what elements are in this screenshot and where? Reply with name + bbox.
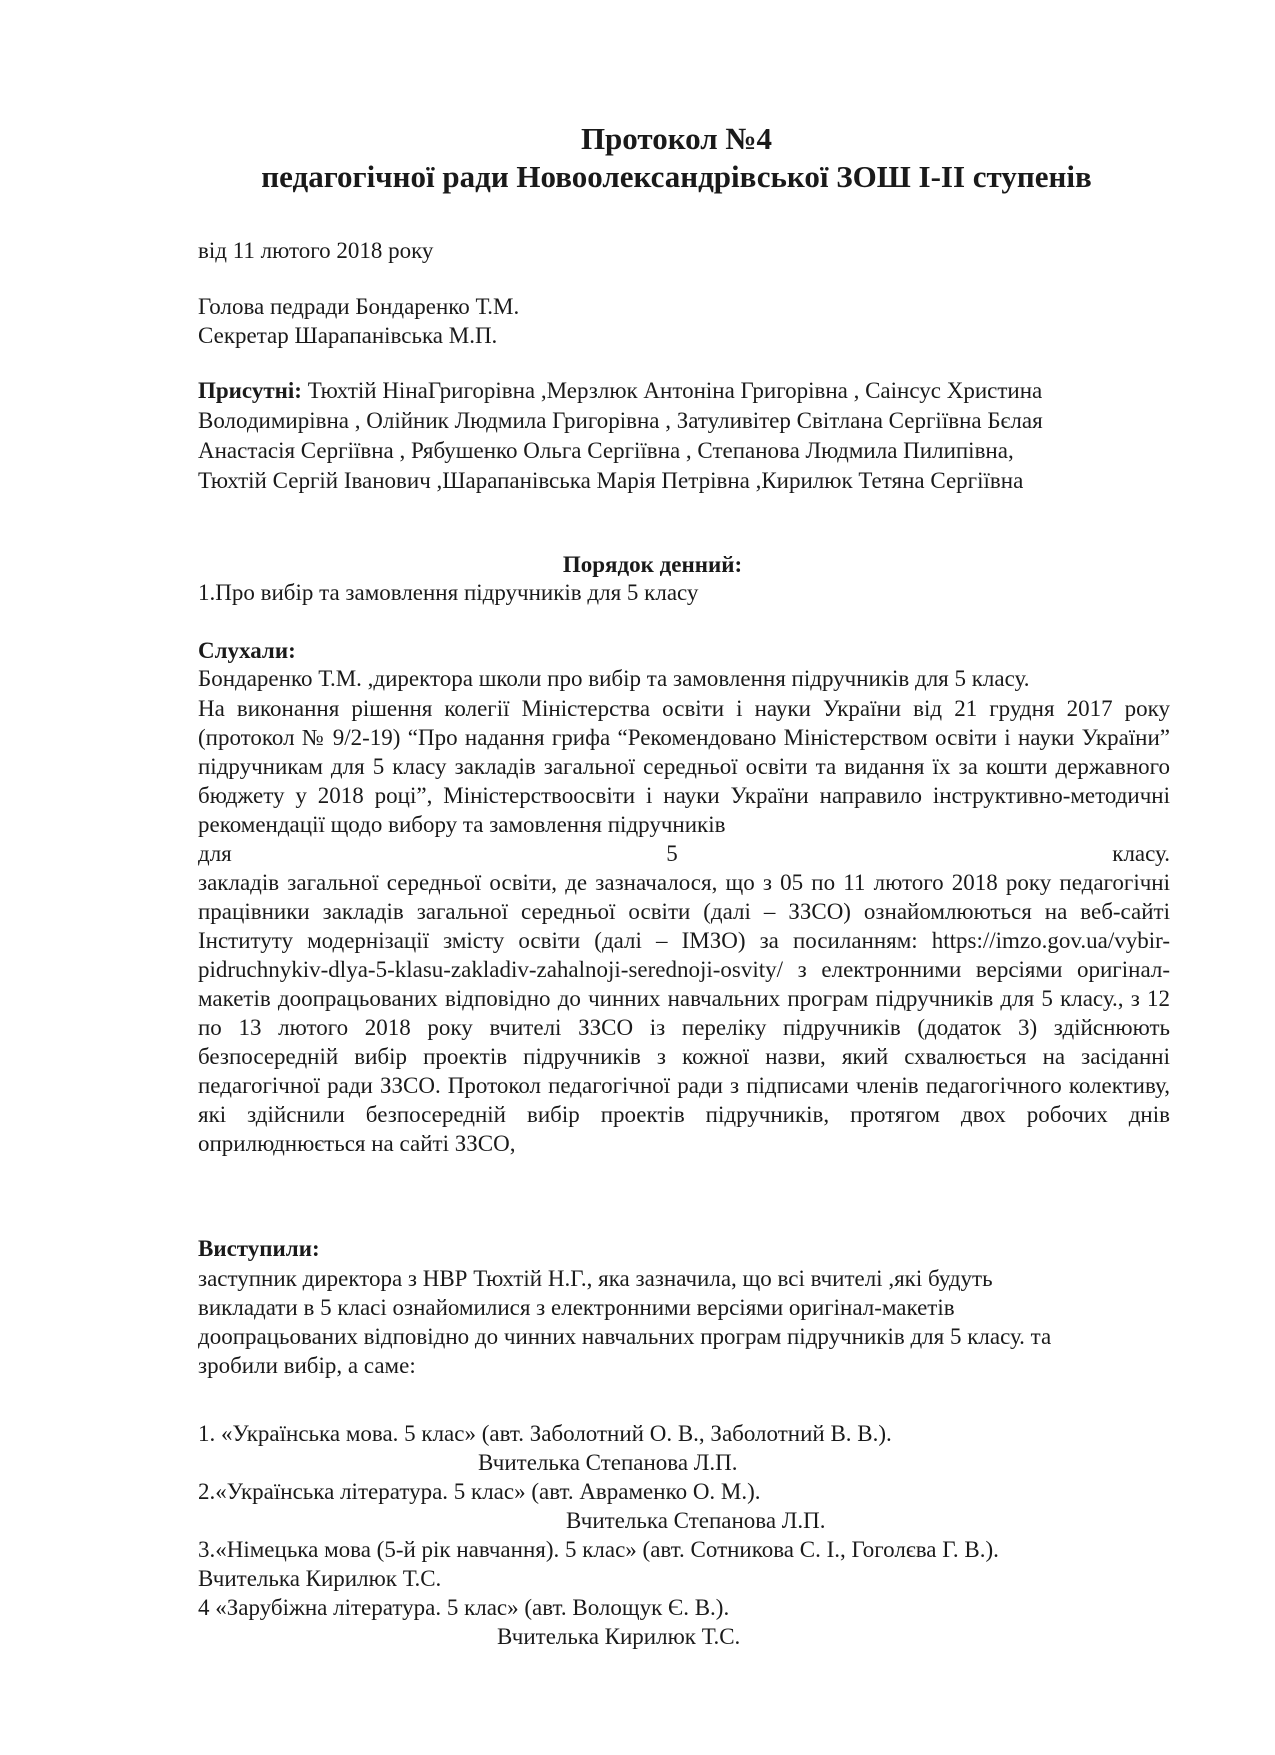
present-line: Тюхтій НінаГригорівна ,Мерзлюк Антоніна Григорівна , Саінсус Христина (301, 378, 1043, 403)
spoke-line: викладати в 5 класі ознайомилися з електронними версіями оригінал-макетів (198, 1295, 955, 1320)
agenda-heading: Порядок денний: (562, 552, 743, 577)
protocol-date: від 11 лютого 2018 року (198, 238, 434, 263)
gap-mid: 5 (666, 841, 678, 866)
choice-teacher: Вчителька Кирилюк Т.С. (198, 1566, 442, 1591)
protocol-title: Протокол №4 (580, 121, 773, 156)
title-block (0, 120, 1275, 196)
heard-body-part1: На виконання рішення колегії Міністерства освіти і науки України від 21 грудня 2017 року (протокол № 9/2-19) “Про надання грифа “Рекомендовано Міністерством освіти і науки України” підручникам для 5 класу закладів загальної середньої освіти та видання їх за кошти державного бюджету у 2018 році”, Міністерствоосвіти і науки України направило інструктивно-методичні рекомендації щодо вибору та замовлення підручників (198, 696, 1170, 837)
choice-book: 3.«Німецька мова (5-й рік навчання). 5 клас» (авт. Сотникова С. І., Гоголєва Г. В.). (198, 1537, 999, 1562)
heard-intro: Бондаренко Т.М. ,директора школи про вибір та замовлення підручників для 5 класу. (198, 666, 1030, 691)
choice-teacher: Вчителька Кирилюк Т.С. (497, 1624, 741, 1649)
spoke-line: доопрацьованих відповідно до чинних навчальних програм підручників для 5 класу. та (198, 1324, 1052, 1349)
heard-gap-line (198, 839, 1170, 868)
present-label: Присутні: (198, 378, 302, 403)
gap-left: для (198, 841, 232, 866)
spoke-heading: Виступили: (198, 1236, 320, 1261)
heard-body-part2: закладів загальної середньої освіти, де зазначалося, що з 05 по 11 лютого 2018 року педагогічні працівники закладів загальної середньої освіти (далі – ЗЗСО) ознайомлюються на веб-сайті Інституту модернізації змісту освіти (далі – ІМЗО) за посиланням: https://imzo.gov.ua/vybir-pidruchnykiv-dlya-5-klasu-zakladiv-zahalnoji-serednoji-osvity/ з електронними версіями оригінал-макетів доопрацьованих відповідно до чинних навчальних програм підручників для 5 класу., з 12 по 13 лютого 2018 року вчителі ЗЗСО із переліку підручників (додаток 3) здійснюють безпосередній вибір проектів підручників з кожної назви, який схвалюється на засіданні педагогічної ради ЗЗСО. Протокол педагогічної ради з підписами членів педагогічного колективу, які здійснили безпосередній вибір проектів підручників, протягом двох робочих днів оприлюднюється на сайті ЗЗСО, (198, 870, 1170, 1156)
present-line: Анастасія Сергіївна , Рябушенко Ольга Сергіївна , Степанова Людмила Пилипівна, (198, 438, 1014, 463)
protocol-subtitle: педагогічної ради Новоолександрівської ЗОШ І-ІІ ступенів (261, 159, 1092, 194)
spoke-block (198, 1264, 1170, 1380)
heard-heading: Слухали: (198, 638, 296, 663)
choice-book: 2.«Українська література. 5 клас» (авт. Авраменко О. М.). (198, 1479, 761, 1504)
choice-teacher: Вчителька Степанова Л.П. (566, 1508, 826, 1533)
present-line: Тюхтій Сергій Іванович ,Шарапанівська Марія Петрівна ,Кирилюк Тетяна Сергіївна (198, 468, 1024, 493)
spoke-line: заступник директора з НВР Тюхтій Н.Г., яка зазначила, що всі вчителі ,які будуть (198, 1266, 993, 1291)
spoke-line: зробили вибір, а саме: (198, 1353, 416, 1378)
secretary-line: Секретар Шарапанівська М.П. (198, 323, 498, 348)
chair-line: Голова педради Бондаренко Т.М. (198, 294, 520, 319)
choice-book: 4 «Зарубіжна література. 5 клас» (авт. Волощук Є. В.). (198, 1595, 730, 1620)
choice-teacher: Вчителька Степанова Л.П. (478, 1450, 738, 1475)
gap-right: класу. (1112, 841, 1170, 866)
present-block (198, 376, 1170, 496)
choice-book: 1. «Українська мова. 5 клас» (авт. Заболотний О. В., Заболотний В. В.). (198, 1421, 892, 1446)
agenda-item: 1.Про вибір та замовлення підручників для 5 класу (198, 580, 699, 605)
present-line: Володимирівна , Олійник Людмила Григорівна , Затуливітер Світлана Сергіївна Бєлая (198, 408, 1043, 433)
heard-body (198, 694, 1170, 1158)
